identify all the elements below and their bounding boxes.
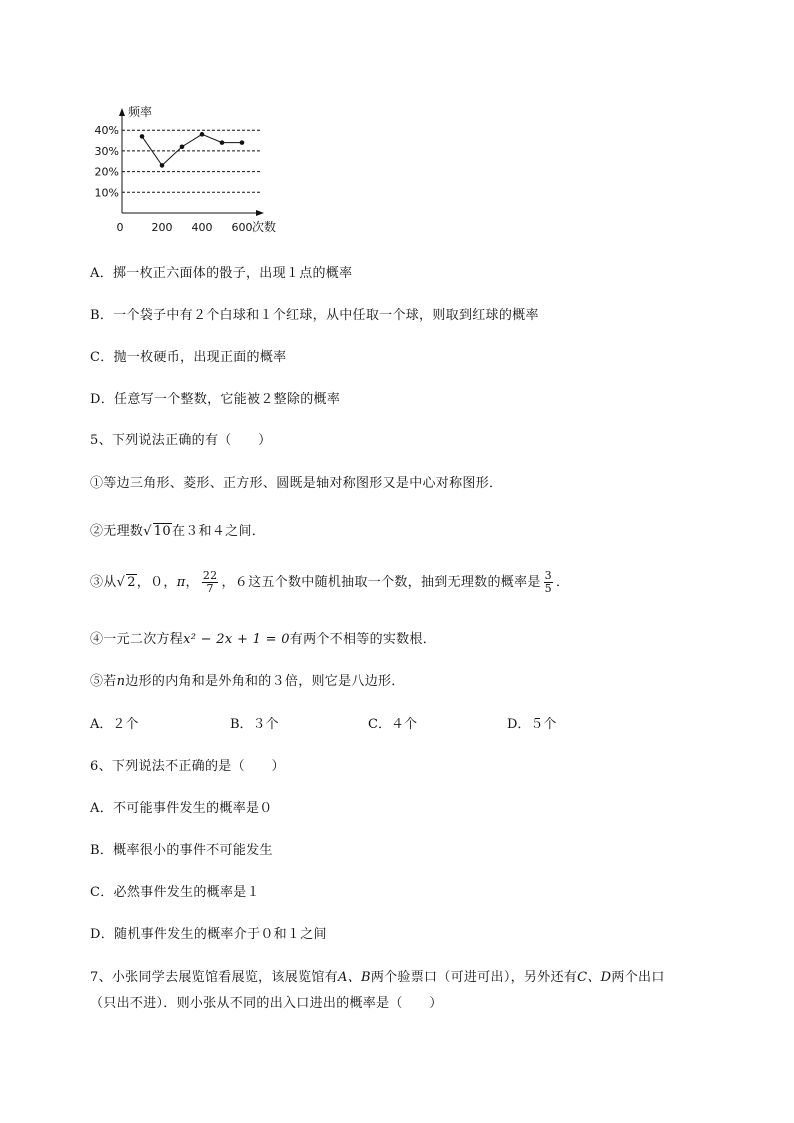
x-axis-label: 次数 bbox=[252, 220, 277, 234]
q5-s5-pre: ⑤若 bbox=[90, 674, 117, 689]
frequency-line-chart bbox=[88, 100, 298, 240]
data-point bbox=[140, 134, 145, 139]
q5-s3-pi: π bbox=[176, 575, 186, 590]
q5-s2-post: 在３和４之间． bbox=[171, 524, 266, 539]
q7-stem-line-1 bbox=[90, 966, 665, 985]
q6-option-c: C．必然事件发生的概率是１ bbox=[90, 885, 260, 900]
q5-s4-equation: x² − 2x + 1 = 0 bbox=[183, 632, 290, 647]
q6-option-a: A．不可能事件发生的概率是０ bbox=[90, 801, 273, 816]
q5-s2-radicand: 10 bbox=[153, 524, 171, 539]
q5-option-d: D．５个 bbox=[507, 717, 557, 732]
q4-option-d: D．任意写一个整数，它能被２整除的概率 bbox=[90, 392, 341, 407]
q5-statement-5 bbox=[90, 670, 405, 689]
y-tick-label: 30% bbox=[94, 144, 119, 158]
q5-s3-radicand: 2 bbox=[127, 575, 136, 590]
data-point bbox=[240, 140, 245, 145]
data-point bbox=[180, 144, 185, 149]
q5-s2-pre: ②无理数 bbox=[90, 524, 144, 539]
sqrt-sign: √ bbox=[143, 524, 152, 539]
q7-stem-line-2: （只出不进）．则小张从不同的出入口进出的概率是（ ） bbox=[90, 996, 443, 1011]
q6-option-d: D．随机事件发生的概率介于０和１之间 bbox=[90, 927, 327, 942]
y-axis-arrow bbox=[119, 108, 125, 116]
q7-l1-pre: 7、小张同学去展览馆看展览，该展览馆有 bbox=[90, 970, 338, 985]
q5-s3-mid2: ， bbox=[185, 575, 199, 590]
y-tick-label: 20% bbox=[94, 165, 119, 179]
q5-s3-fraction-22-7: $\frac{22}{7}$ bbox=[202, 569, 218, 595]
x-tick-label: 200 bbox=[151, 221, 173, 234]
q5-option-c: C．４个 bbox=[368, 717, 417, 732]
q5-s3-end: ． bbox=[555, 575, 570, 590]
x-tick-label: 400 bbox=[191, 221, 213, 234]
data-point bbox=[220, 140, 225, 145]
q5-s3-fraction-3-5: $\frac{3}{5}$ bbox=[544, 569, 552, 595]
q7-l1-mid: 两个验票口（可进可出），另外还有 bbox=[370, 970, 578, 985]
y-axis-label: 频率 bbox=[128, 105, 153, 119]
data-point bbox=[160, 163, 165, 168]
x-axis-arrow bbox=[256, 210, 264, 216]
q7-l1-post: 两个出口 bbox=[611, 970, 665, 985]
q7-l1-cd: C、D bbox=[577, 970, 612, 985]
y-tick-label: 40% bbox=[94, 124, 119, 138]
data-point bbox=[200, 132, 205, 137]
q5-s3-pre: ③从 bbox=[90, 575, 117, 590]
q5-s5-n: n bbox=[116, 674, 126, 689]
q5-statement-3 bbox=[90, 570, 569, 595]
q5-option-a: A．２个 bbox=[90, 717, 139, 732]
q5-s3-mid3: ，６这五个数中随机抽取一个数，抽到无理数的概率是 bbox=[221, 575, 541, 590]
x-tick-label: 600 bbox=[231, 221, 253, 234]
chart-grid bbox=[122, 130, 260, 192]
q5-statement-4 bbox=[90, 628, 436, 647]
series-line bbox=[142, 134, 242, 165]
q7-l1-ab: A、B bbox=[337, 970, 371, 985]
q5-option-b: B．３个 bbox=[230, 717, 279, 732]
q5-s3-mid1: ，０， bbox=[136, 575, 177, 590]
sqrt-sign: √ bbox=[116, 575, 126, 590]
q4-option-b: B．一个袋子中有２个白球和１个红球，从中任取一个球，则取到红球的概率 bbox=[90, 308, 539, 323]
q6-stem: 6、下列说法不正确的是（ ） bbox=[90, 759, 285, 774]
q4-option-c: C．抛一枚硬币，出现正面的概率 bbox=[90, 350, 287, 365]
q5-s5-post: 边形的内角和是外角和的３倍，则它是八边形． bbox=[125, 674, 405, 689]
q5-s4-post: 有两个不相等的实数根． bbox=[289, 632, 437, 647]
q6-option-b: B．概率很小的事件不可能发生 bbox=[90, 843, 273, 858]
q5-s4-pre: ④一元二次方程 bbox=[90, 632, 184, 647]
q5-statement-1: ①等边三角形、菱形、正方形、圆既是轴对称图形又是中心对称图形． bbox=[90, 476, 503, 491]
x-tick-label: 0 bbox=[116, 221, 124, 234]
y-tick-label: 10% bbox=[94, 186, 119, 200]
q5-statement-2 bbox=[90, 520, 265, 539]
q4-option-a: A．掷一枚正六面体的骰子，出现１点的概率 bbox=[90, 266, 353, 281]
q5-stem: 5、下列说法正确的有（ ） bbox=[90, 433, 272, 448]
